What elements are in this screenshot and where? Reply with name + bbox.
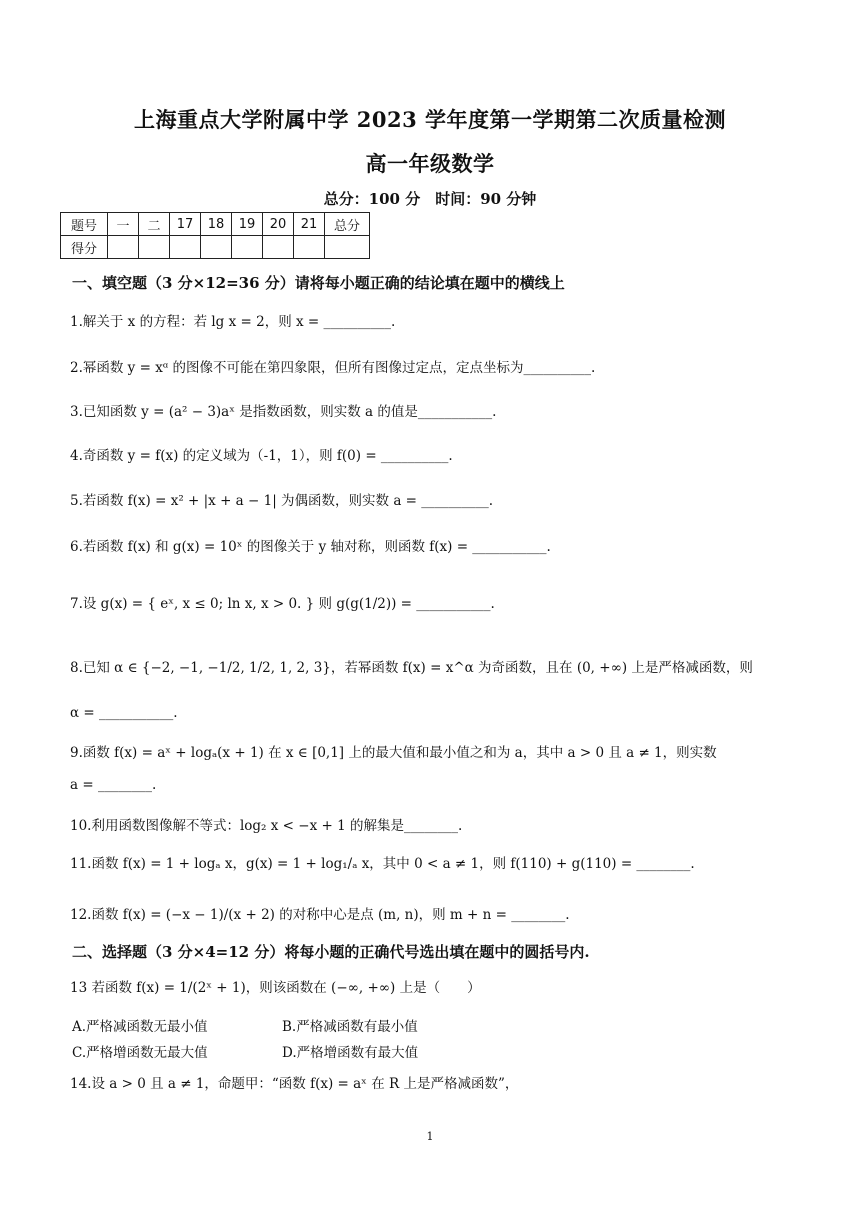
question-5: 5.若函数 f(x) = x² + |x + a − 1| 为偶函数，则实数 a = __________. [70,493,494,509]
question-13: 13 若函数 f(x) = 1/(2ˣ + 1)，则该函数在 (−∞, +∞) 上是（ ） [70,980,481,996]
section2-heading: 二、选择题（3 分×4=12 分）将每小题的正确代号选出填在题中的圆括号内. [72,943,590,961]
score-blank [263,236,294,259]
option-d: D.严格增函数有最大值 [282,1045,419,1061]
question-8: 8.已知 α ∈ {−2, −1, −1/2, 1/2, 1, 2, 3}，若幂函数 f(x) = x^α 为奇函数，且在 (0, +∞) 上是严格减函数，则 [70,660,753,676]
score-cell: 得分 [61,236,108,259]
question-12: 12.函数 f(x) = (−x − 1)/(x + 2) 的对称中心是点 (m, n)，则 m + n = ________. [70,907,570,923]
question-3: 3.已知函数 y = (a² − 3)aˣ 是指数函数，则实数 a 的值是___________. [70,404,497,420]
score-blank [108,236,139,259]
score-cell: 21 [294,213,325,236]
exam-meta: 总分：100 分 时间：90 分钟 [323,190,537,208]
question-9: 9.函数 f(x) = aˣ + logₐ(x + 1) 在 x ∈ [0,1] 上的最大值和最小值之和为 a，其中 a > 0 且 a ≠ 1，则实数 [70,745,717,761]
option-a: A.严格减函数无最小值 [72,1019,208,1035]
score-value-row [61,236,370,259]
option-c: C.严格增函数无最大值 [72,1045,208,1061]
question-9-answer: a = ________. [70,777,157,793]
question-7: 7.设 g(x) = { eˣ, x ≤ 0; ln x, x > 0. } 则 g(g(1/2)) = ___________. [70,596,495,612]
score-cell: 二 [139,213,170,236]
question-1: 1.解关于 x 的方程：若 lg x = 2，则 x = __________. [70,314,396,330]
score-blank [232,236,263,259]
score-blank [201,236,232,259]
question-6: 6.若函数 f(x) 和 g(x) = 10ˣ 的图像关于 y 轴对称，则函数 f(x) = ___________. [70,539,551,555]
score-blank [294,236,325,259]
score-cell: 17 [170,213,201,236]
score-cell: 一 [108,213,139,236]
page-number: 1 [426,1130,434,1143]
exam-title: 上海重点大学附属中学 2023 学年度第一学期第二次质量检测 [133,107,727,132]
question-14: 14.设 a > 0 且 a ≠ 1，命题甲：“函数 f(x) = aˣ 在 R 上是严格减函数”， [70,1076,519,1092]
question-2: 2.幂函数 y = xᵅ 的图像不可能在第四象限，但所有图像过定点，定点坐标为__________. [70,360,596,376]
question-4: 4.奇函数 y = f(x) 的定义域为（-1，1），则 f(0) = __________. [70,448,453,464]
question-11: 11.函数 f(x) = 1 + logₐ x，g(x) = 1 + log₁/ₐ x，其中 0 < a ≠ 1，则 f(110) + g(110) = ________. [70,856,695,872]
score-blank [170,236,201,259]
score-cell: 总分 [325,213,370,236]
question-8-answer: α = ___________. [70,705,178,721]
score-header-row [61,213,370,236]
score-blank [325,236,370,259]
score-cell: 20 [263,213,294,236]
score-cell: 题号 [61,213,108,236]
exam-subtitle: 高一年级数学 [365,151,495,176]
score-blank [139,236,170,259]
question-10: 10.利用函数图像解不等式：log₂ x < −x + 1 的解集是________. [70,818,463,834]
score-table [60,212,370,259]
option-b: B.严格减函数有最小值 [282,1019,418,1035]
section1-heading: 一、填空题（3 分×12=36 分）请将每小题正确的结论填在题中的横线上 [72,274,565,292]
score-cell: 19 [232,213,263,236]
score-cell: 18 [201,213,232,236]
